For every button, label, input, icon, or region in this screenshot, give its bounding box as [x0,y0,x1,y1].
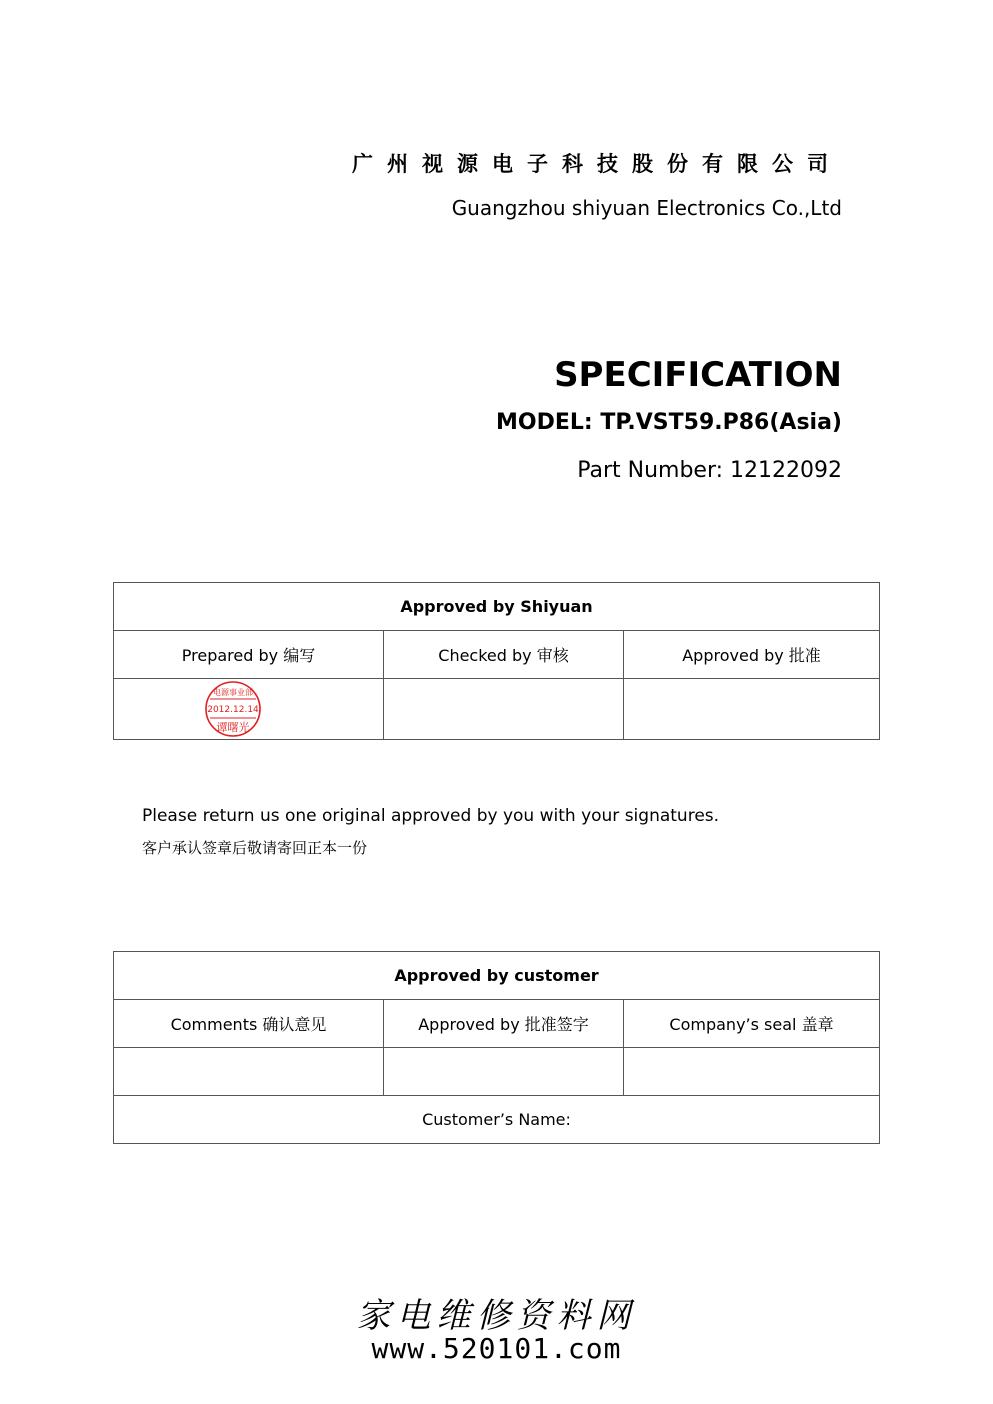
prepared-by-signature-cell [114,679,384,740]
stamp-date: 2012.12.14 [207,705,259,715]
customer-approval-table [113,951,880,1144]
stamp-department: 电源事业部 [213,688,253,697]
company-name-en: Guangzhou shiyuan Electronics Co.,Ltd [451,196,842,220]
document-title: SPECIFICATION [554,355,842,395]
prepared-by-header: Prepared by 编写 [114,631,384,679]
watermark-url: www.520101.com [371,1332,622,1365]
return-instruction-en: Please return us one original approved by you with your signatures. [142,806,720,826]
company-name-cn: 广州视源电子科技股份有限公司 [352,151,842,176]
checked-by-header: Checked by 审核 [384,631,624,679]
company-seal-cell [624,1048,880,1096]
approval-stamp [204,680,262,738]
shiyuan-table-heading: Approved by Shiyuan [114,583,880,631]
customer-name-field: Customer’s Name: [114,1096,880,1144]
approved-by-signature-cell [624,679,880,740]
model-number: MODEL: TP.VST59.P86(Asia) [495,410,842,435]
comments-header: Comments 确认意见 [114,1000,384,1048]
stamp-name: 谭曙光 [216,721,250,734]
approved-by-header: Approved by 批准 [624,631,880,679]
return-instruction-cn: 客户承认签章后敬请寄回正本一份 [142,839,368,857]
company-seal-header: Company’s seal 盖章 [624,1000,880,1048]
watermark-cn: 家电维修资料网 [356,1296,637,1336]
customer-table-heading: Approved by customer [114,952,880,1000]
shiyuan-approval-table [113,582,880,740]
customer-approved-by-header: Approved by 批准签字 [384,1000,624,1048]
part-number: Part Number: 12122092 [577,458,842,483]
customer-signature-cell [384,1048,624,1096]
checked-by-signature-cell [384,679,624,740]
comments-cell [114,1048,384,1096]
